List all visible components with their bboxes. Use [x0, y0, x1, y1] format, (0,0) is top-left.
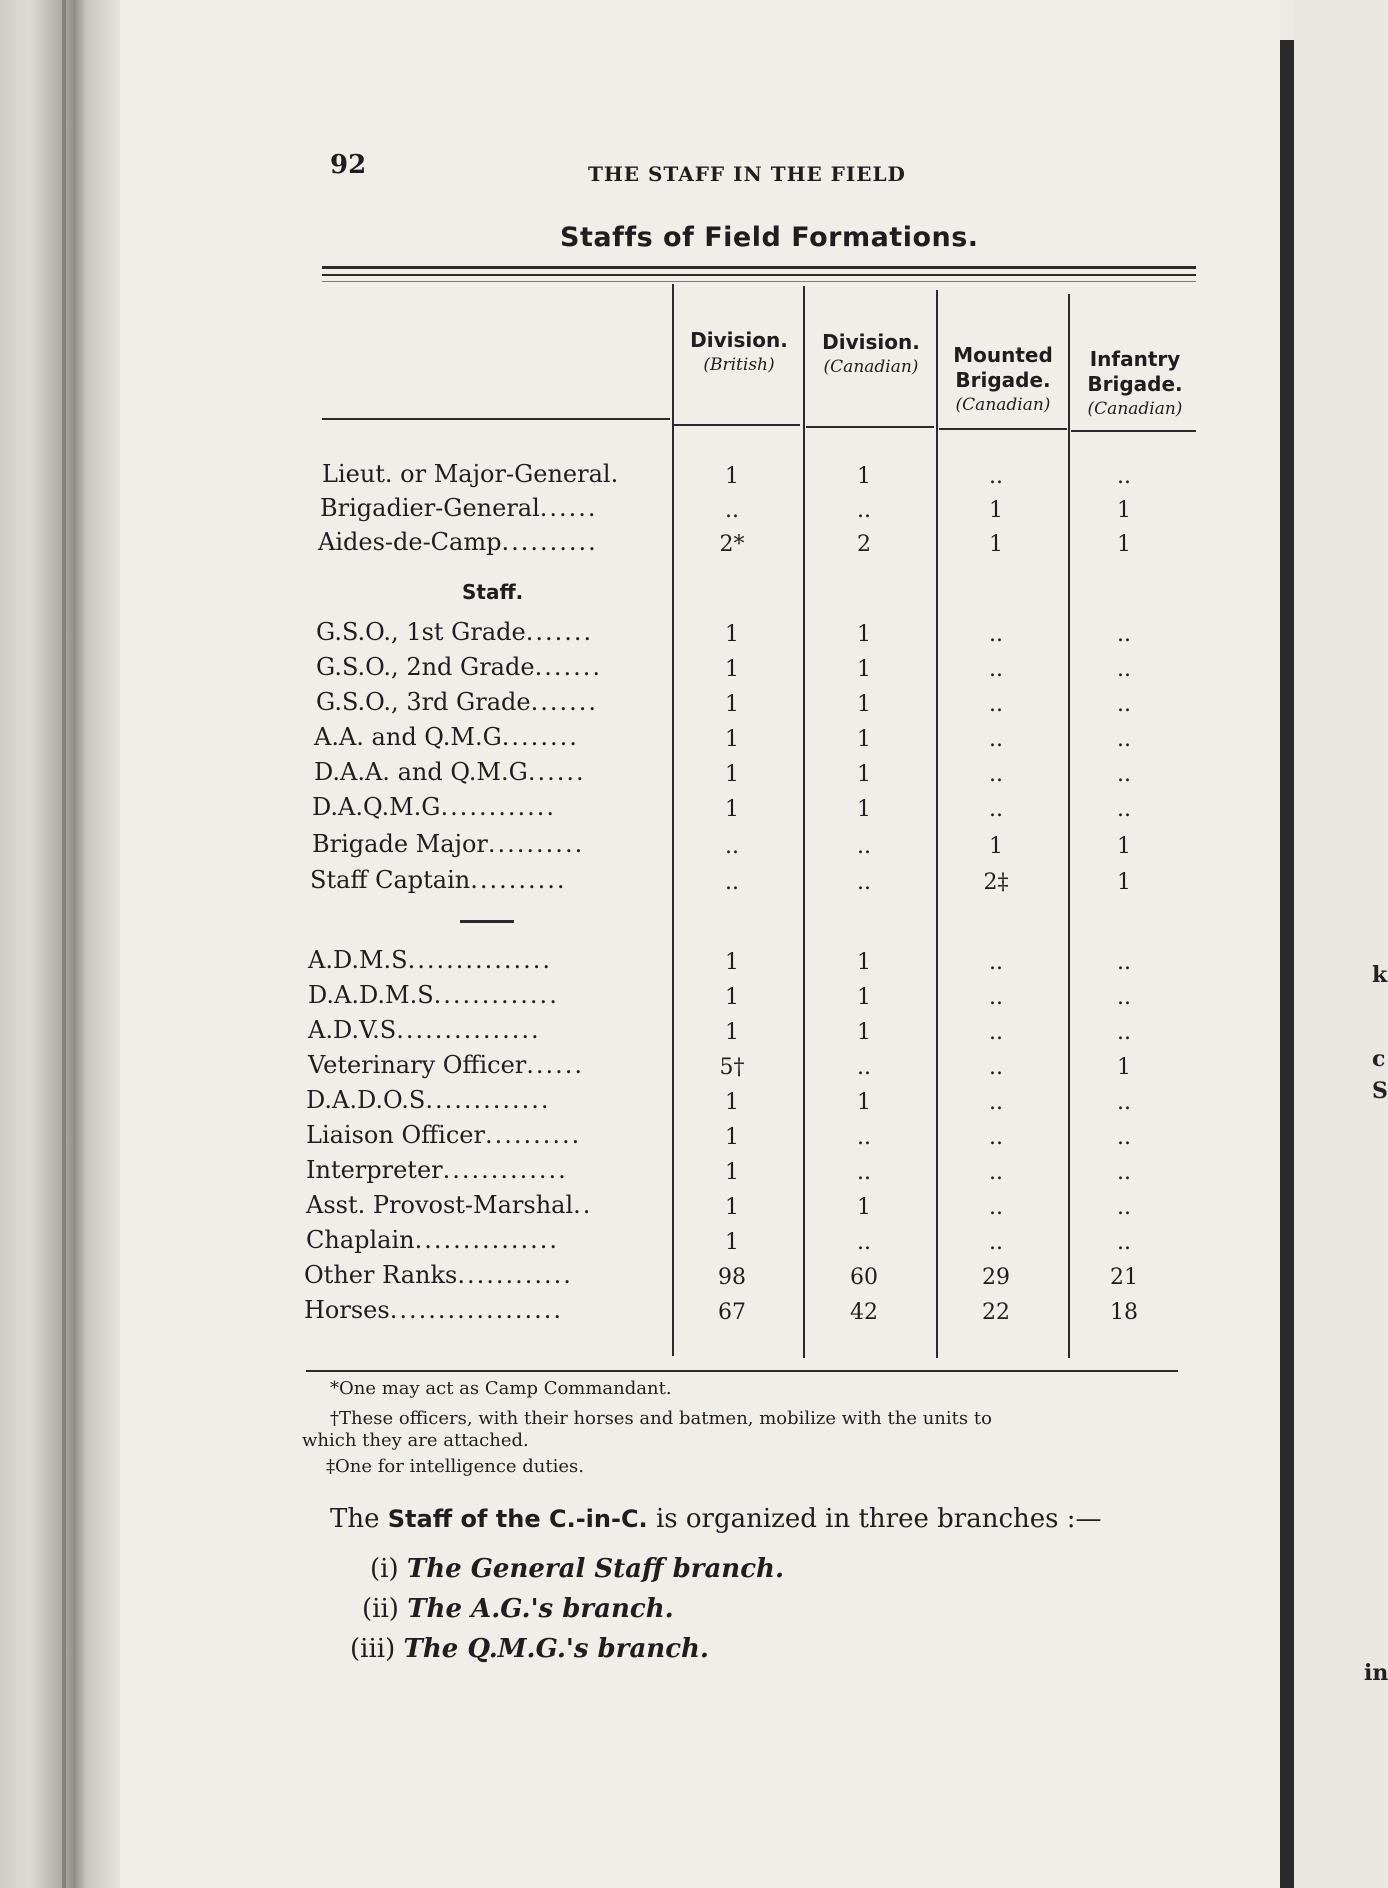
table-cell: .. [1117, 762, 1131, 787]
table-cell: .. [725, 870, 739, 895]
table-cell: 1 [725, 727, 739, 752]
row-label-text: Brigade Major [312, 830, 488, 858]
facing-page-fragment: in [1364, 1660, 1388, 1686]
table-cell: 1 [857, 464, 871, 489]
row-label [314, 723, 666, 751]
table-cell: .. [989, 797, 1003, 822]
header-rule [322, 418, 670, 420]
table-cell: .. [1117, 1230, 1131, 1255]
top-rule [322, 274, 1196, 276]
leader-dots: .......... [470, 866, 567, 894]
row-label-text: Brigadier-General [320, 494, 540, 522]
running-head: THE STAFF IN THE FIELD [588, 162, 906, 186]
column-rule [672, 284, 674, 1356]
table-cell: 22 [982, 1300, 1010, 1325]
table-cell: .. [1117, 727, 1131, 752]
leader-dots: .......... [501, 528, 598, 556]
row-label [306, 1086, 666, 1114]
table-cell: .. [1117, 1020, 1131, 1045]
row-label [312, 830, 666, 858]
branch-text: The General Staff branch. [406, 1554, 784, 1584]
table-cell: 1 [857, 1195, 871, 1220]
table-cell: .. [857, 870, 871, 895]
branch-number: (i) [370, 1554, 399, 1584]
header-rule [806, 426, 934, 428]
row-label-text: Liaison Officer [306, 1121, 485, 1149]
row-label-text: A.A. and Q.M.G [314, 723, 502, 751]
row-label [310, 866, 666, 894]
row-label-text: Asst. Provost-Marshal [306, 1191, 574, 1219]
table-cell: 5† [719, 1055, 745, 1080]
leader-dots: ...... [526, 1051, 585, 1079]
top-rule [322, 281, 1196, 282]
table-cell: 60 [850, 1265, 878, 1290]
leader-dots: ............. [433, 981, 559, 1009]
leader-dots: ....... [534, 653, 602, 681]
table-cell: 21 [1110, 1265, 1138, 1290]
branch-item [350, 1634, 709, 1664]
row-label [314, 758, 666, 786]
table-cell: .. [1117, 950, 1131, 975]
table-cell: 29 [982, 1265, 1010, 1290]
table-cell: 98 [718, 1265, 746, 1290]
row-label-text: Aides-de-Camp [318, 528, 502, 556]
row-label [306, 1191, 666, 1219]
table-cell: 1 [725, 464, 739, 489]
table-cell: .. [725, 498, 739, 523]
top-rule [322, 266, 1196, 269]
leader-dots: ............... [396, 1016, 541, 1044]
row-label [308, 1016, 666, 1044]
table-cell: .. [1117, 692, 1131, 717]
table-cell: 42 [850, 1300, 878, 1325]
row-label [312, 793, 666, 821]
row-label [318, 528, 666, 556]
table-cell: 1 [857, 727, 871, 752]
table-cell: 1 [725, 985, 739, 1010]
table-cell: .. [1117, 657, 1131, 682]
row-label [306, 1226, 666, 1254]
row-label-text: Chaplain [306, 1226, 415, 1254]
table-cell: 1 [989, 834, 1003, 859]
table-cell: 1 [725, 1160, 739, 1185]
row-label-text: D.A.A. and Q.M.G [314, 758, 528, 786]
leader-dots: .. [573, 1191, 593, 1219]
column-header-title: Mounted Brigade. [953, 343, 1053, 392]
table-cell: 1 [857, 1090, 871, 1115]
row-label [320, 494, 666, 522]
table-cell: .. [1117, 1090, 1131, 1115]
table-cell: 2 [857, 532, 871, 557]
footnote: *One may act as Camp Commandant. [330, 1378, 672, 1399]
table-cell: 1 [989, 532, 1003, 557]
binding-edge [62, 0, 66, 1888]
table-cell: .. [989, 692, 1003, 717]
table-cell: .. [989, 1020, 1003, 1045]
column-header [676, 328, 802, 377]
table-cell: .. [989, 1160, 1003, 1185]
table-cell: 1 [725, 797, 739, 822]
table-cell: 1 [989, 498, 1003, 523]
table-cell: 1 [1117, 834, 1131, 859]
column-header-subtitle: (Canadian) [823, 357, 919, 377]
column-header [1070, 322, 1200, 446]
column-header-title: Division. [822, 330, 920, 354]
table-cell: .. [857, 1055, 871, 1080]
table-cell: .. [989, 1055, 1003, 1080]
table-cell: .. [989, 657, 1003, 682]
row-label [316, 688, 666, 716]
table-cell: .. [989, 727, 1003, 752]
table-cell: 1 [857, 692, 871, 717]
leader-dots: ...... [539, 494, 598, 522]
row-label-text: A.D.M.S [308, 946, 408, 974]
column-rule [1068, 294, 1070, 1358]
row-label-text: Lieut. or Major-General. [322, 460, 619, 488]
paragraph-bold-term: Staff of the C.-in-C. [387, 1505, 648, 1533]
leader-dots: ............ [440, 793, 557, 821]
row-label-text: Interpreter [306, 1156, 443, 1184]
leader-dots: .......... [484, 1121, 582, 1149]
table-cell: 18 [1110, 1300, 1138, 1325]
table-cell: .. [1117, 1160, 1131, 1185]
row-label [306, 1121, 666, 1149]
table-cell: 1 [725, 622, 739, 647]
table-cell: 1 [857, 762, 871, 787]
table-cell: .. [989, 1195, 1003, 1220]
page-gutter [1280, 40, 1294, 1888]
table-cell: .. [989, 950, 1003, 975]
row-label [316, 653, 666, 681]
row-label-text: Other Ranks [304, 1261, 458, 1289]
table-cell: .. [989, 622, 1003, 647]
table-cell: .. [1117, 1125, 1131, 1150]
table-title: Staffs of Field Formations. [560, 222, 979, 253]
leader-dots: ............... [407, 946, 553, 974]
column-header-subtitle: (Canadian) [1087, 399, 1183, 419]
row-label-text: Horses [304, 1296, 390, 1324]
leader-dots: ...... [527, 758, 586, 786]
column-header [938, 318, 1068, 442]
table-cell: .. [857, 1125, 871, 1150]
table-cell: 1 [1117, 1055, 1131, 1080]
table-cell: .. [1117, 1195, 1131, 1220]
table-cell: .. [725, 834, 739, 859]
table-cell: .. [1117, 622, 1131, 647]
table-cell: .. [1117, 797, 1131, 822]
row-label-text: G.S.O., 2nd Grade [316, 653, 535, 681]
row-label [316, 618, 666, 646]
table-cell: 1 [1117, 498, 1131, 523]
table-cell: 1 [1117, 870, 1131, 895]
leader-dots: .................. [389, 1296, 564, 1324]
column-header-title: Division. [690, 328, 788, 352]
row-label-text: D.A.Q.M.G [312, 793, 441, 821]
staff-subheading: Staff. [462, 580, 524, 604]
table-cell: 1 [725, 1020, 739, 1045]
table-cell: 1 [725, 1125, 739, 1150]
column-header [806, 330, 936, 379]
table-cell: 1 [725, 1230, 739, 1255]
row-label [308, 946, 666, 974]
header-rule [674, 424, 800, 426]
table-cell: 1 [725, 1195, 739, 1220]
table-cell: .. [1117, 464, 1131, 489]
branch-text: The Q.M.G.'s branch. [403, 1634, 709, 1664]
paragraph-tail: is organized in three branches :— [655, 1504, 1102, 1534]
table-cell: .. [989, 1230, 1003, 1255]
branch-number: (ii) [362, 1594, 399, 1624]
body-paragraph [330, 1504, 1102, 1534]
table-cell: 1 [857, 657, 871, 682]
branch-text: The A.G.'s branch. [407, 1594, 674, 1624]
leader-dots: .......... [487, 830, 585, 858]
table-cell: 67 [718, 1300, 746, 1325]
column-header-title: Infantry Brigade. [1087, 347, 1183, 396]
row-label [308, 1051, 666, 1079]
table-cell: .. [989, 464, 1003, 489]
column-header-subtitle: (British) [703, 355, 775, 375]
row-label [306, 1156, 666, 1184]
table-cell: .. [857, 498, 871, 523]
column-rule [803, 286, 805, 1358]
table-cell: 1 [725, 692, 739, 717]
table-cell: 1 [725, 1090, 739, 1115]
book-binding [0, 0, 120, 1888]
row-label-text: Staff Captain [310, 866, 471, 894]
footnote: †These officers, with their horses and batmen, mobilize with the units to [330, 1408, 992, 1429]
row-label-text: D.A.D.M.S [308, 981, 434, 1009]
leader-dots: ............. [425, 1086, 551, 1114]
row-label-text: D.A.D.O.S [306, 1086, 426, 1114]
table-cell: 2* [719, 532, 745, 557]
facing-page [1294, 0, 1384, 1888]
page-number: 92 [330, 150, 367, 180]
table-cell: 1 [857, 1020, 871, 1045]
table-cell: 1 [857, 985, 871, 1010]
table-cell: 1 [857, 950, 871, 975]
table-cell: .. [989, 1090, 1003, 1115]
table-cell: 1 [1117, 532, 1131, 557]
footnote: ‡One for intelligence duties. [326, 1456, 584, 1477]
branch-number: (iii) [350, 1634, 396, 1664]
footnote: which they are attached. [302, 1430, 529, 1451]
table-cell: .. [857, 1160, 871, 1185]
branch-item [370, 1554, 784, 1584]
row-label [308, 981, 666, 1009]
facing-page-fragment: S [1372, 1078, 1388, 1104]
row-label [304, 1261, 666, 1289]
table-cell: 2‡ [983, 870, 1009, 895]
leader-dots: ....... [525, 618, 594, 646]
column-header-subtitle: (Canadian) [955, 395, 1051, 415]
table-cell: .. [989, 1125, 1003, 1150]
leader-dots: ............ [457, 1261, 573, 1289]
row-label [304, 1296, 666, 1324]
row-label [322, 460, 666, 488]
bottom-rule [306, 1370, 1178, 1372]
row-label-text: Veterinary Officer [308, 1051, 527, 1079]
row-label-text: G.S.O., 3rd Grade [316, 688, 531, 716]
leader-dots: ............... [414, 1226, 560, 1254]
table-cell: 1 [857, 622, 871, 647]
row-label-text: A.D.V.S [308, 1016, 397, 1044]
table-cell: 1 [725, 950, 739, 975]
row-label-text: G.S.O., 1st Grade [316, 618, 526, 646]
table-cell: 1 [725, 657, 739, 682]
column-rule [936, 290, 938, 1358]
table-cell: 1 [857, 797, 871, 822]
leader-dots: ............. [442, 1156, 568, 1184]
table-cell: 1 [725, 762, 739, 787]
table-cell: .. [857, 1230, 871, 1255]
section-separator [460, 920, 514, 923]
leader-dots: ....... [530, 688, 598, 716]
facing-page-fragment: c [1372, 1046, 1386, 1072]
facing-page-fragment: k [1372, 962, 1388, 988]
table-cell: .. [1117, 985, 1131, 1010]
branch-item [362, 1594, 674, 1624]
table-cell: .. [989, 762, 1003, 787]
paragraph-lead: The [330, 1504, 380, 1534]
book-page [120, 0, 1280, 1888]
table-cell: .. [989, 985, 1003, 1010]
table-cell: .. [857, 834, 871, 859]
leader-dots: ........ [501, 723, 579, 751]
